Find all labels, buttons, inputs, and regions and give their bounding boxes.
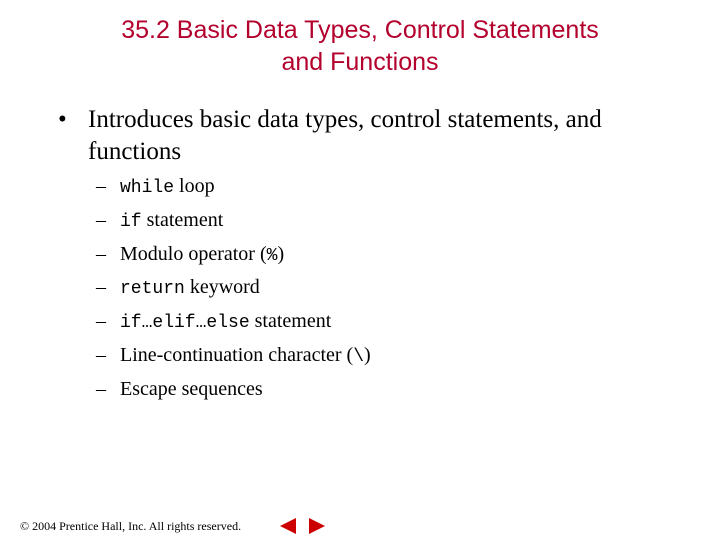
slide-title-line-2: and Functions — [281, 48, 439, 76]
main-bullet — [58, 104, 658, 168]
bullet-marker: • — [58, 106, 67, 133]
dash-marker: – — [96, 377, 106, 400]
copyright-footer: © 2004 Prentice Hall, Inc. All rights reserved. — [20, 519, 242, 533]
sub-bullet-text: ) — [277, 242, 285, 265]
sub-bullet-text: Escape sequences — [120, 377, 263, 400]
sub-bullet-return-keyword — [96, 272, 656, 306]
sub-bullet-line-continuation — [96, 340, 656, 374]
sub-bullet-text: ) — [364, 343, 371, 366]
sub-bullet-text: Modulo operator ( — [120, 242, 267, 265]
sub-bullet-text: statement — [249, 310, 332, 333]
sub-bullet-list — [96, 171, 656, 406]
code-keyword: \ — [353, 346, 365, 367]
dash-marker: – — [96, 343, 106, 366]
slide-title — [0, 14, 720, 78]
dash-marker: – — [96, 208, 106, 231]
dash-marker: – — [96, 175, 106, 197]
triangle-left-icon — [275, 515, 301, 537]
sub-bullet-text: statement — [141, 208, 224, 231]
sub-bullet-if-statement — [96, 205, 656, 239]
dash-marker: – — [96, 276, 106, 299]
code-keyword: return — [120, 279, 185, 300]
triangle-right-icon — [304, 515, 330, 537]
dash-marker: – — [96, 310, 106, 333]
previous-slide-button[interactable] — [275, 515, 301, 537]
next-slide-button[interactable] — [304, 515, 330, 537]
sub-bullet-escape-sequences — [96, 374, 656, 406]
sub-bullet-modulo-operator — [96, 239, 656, 273]
code-keyword: % — [266, 245, 278, 266]
slide-title-line-1: 35.2 Basic Data Types, Control Statements — [121, 16, 599, 44]
sub-bullet-text: keyword — [184, 276, 260, 299]
main-bullet-text: Introduces basic data types, control statements, and functions — [88, 106, 602, 165]
code-keyword: if — [120, 211, 142, 232]
dash-marker: – — [96, 242, 106, 265]
code-keyword: while — [120, 178, 175, 198]
sub-bullet-while-loop — [96, 171, 656, 205]
sub-bullet-text: loop — [174, 175, 215, 197]
sub-bullet-if-elif-else — [96, 306, 656, 340]
code-keyword: if…elif…else — [120, 313, 250, 334]
sub-bullet-text: Line-continuation character ( — [120, 343, 354, 366]
